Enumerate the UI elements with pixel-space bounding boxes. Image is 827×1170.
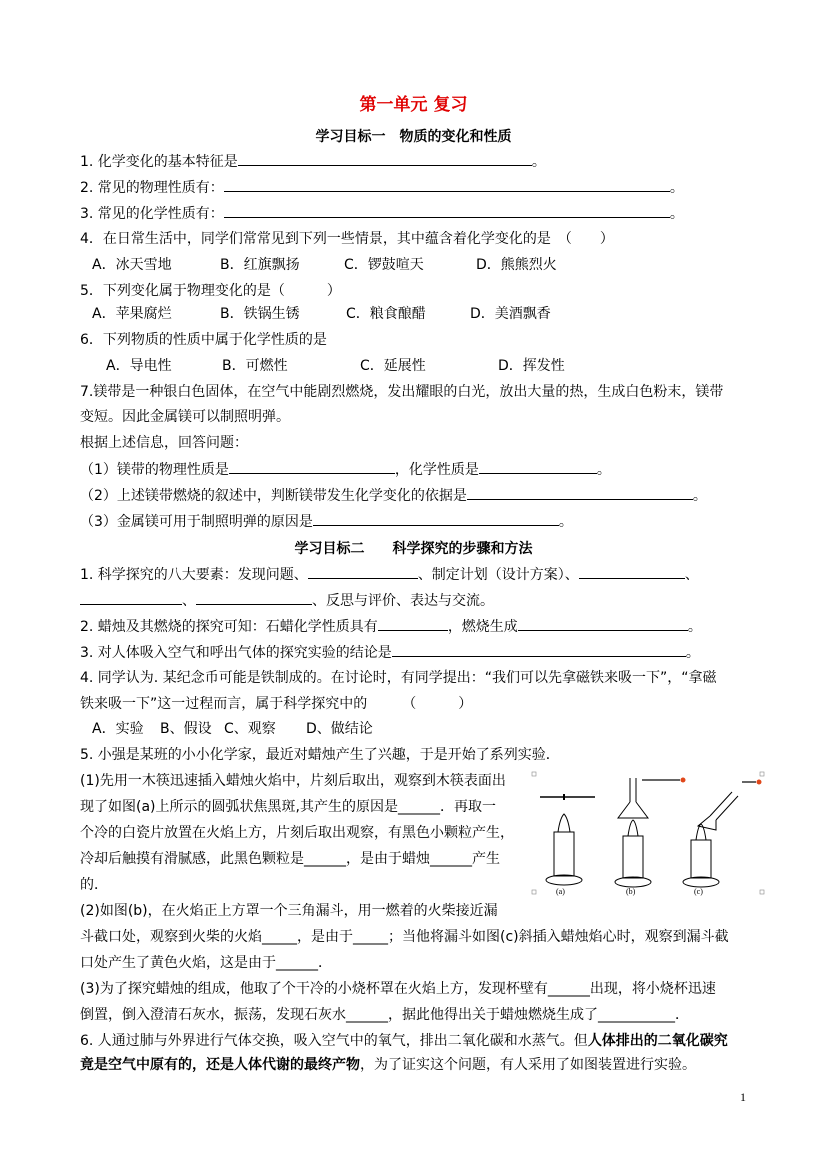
text-line: 现了如图(a)上所示的圆弧状焦黑斑,其产生的原因是______．再取一 xyxy=(80,799,496,815)
part2-question-2: 2. 蜡烛及其燃烧的探究可知：石蜡化学性质具有 ，燃烧生成 。 xyxy=(80,616,702,637)
text-line: (3)为了探究蜡烛的组成，他取了个干冷的小烧杯罩在火焰上方，发现杯壁有______出现，将小烧杯迅速 xyxy=(80,981,716,997)
question-6-options xyxy=(106,356,565,376)
answer-blank[interactable] xyxy=(224,203,670,218)
option-c[interactable]: C．锣鼓喧天 xyxy=(344,257,424,273)
option-a[interactable]: A．导电性 xyxy=(106,358,172,374)
option-b[interactable]: B．铁锅生锈 xyxy=(220,306,300,322)
text-line: 的． xyxy=(80,877,108,893)
option-c[interactable]: C．粮食酿醋 xyxy=(346,306,426,322)
question-2: 2. 常见的物理性质有： 。 xyxy=(80,177,684,198)
answer-blank[interactable] xyxy=(229,459,395,474)
page-title: 第一单元 复习 xyxy=(359,95,468,115)
answer-blank[interactable] xyxy=(479,459,597,474)
part2-question-4-line1: 4. 同学认为. 某纪念币可能是铁制成的。在讨论时，有同学提出：“我们可以先拿磁铁来吸一下”，“拿磁 xyxy=(80,670,717,686)
answer-blank[interactable] xyxy=(308,564,418,579)
figure-c xyxy=(683,780,762,897)
question-7-line3: 根据上述信息，回答问题： xyxy=(80,435,248,451)
part2-question-1-cont: 、 、反思与评价、表达与交流。 xyxy=(80,590,494,611)
option-a[interactable]: A．实验 xyxy=(92,721,144,737)
answer-blank[interactable] xyxy=(378,616,448,631)
answer-blank[interactable] xyxy=(467,485,693,500)
text-line: (1)先用一木筷迅速插入蜡烛火焰中，片刻后取出，观察到木筷表面出 xyxy=(80,773,506,789)
text-line: 倒置，倒入澄清石灰水，振荡，发现石灰水______，据此他得出关于蜡烛燃烧生成了___________． xyxy=(80,1007,689,1023)
part2-question-4-options xyxy=(92,719,373,739)
question-5-stem: 5．下列变化属于物理变化的是（ ） xyxy=(80,283,341,299)
section-heading-goal2: 学习目标二 科学探究的步骤和方法 xyxy=(294,541,533,557)
answer-blank[interactable] xyxy=(238,151,532,166)
part2-question-1: 1. 科学探究的八大要素：发现问题、 、制定计划（设计方案）、 、 xyxy=(80,564,699,585)
option-d[interactable]: D、做结论 xyxy=(306,721,373,737)
option-d[interactable]: D．挥发性 xyxy=(498,358,565,374)
option-b[interactable]: B．红旗飘扬 xyxy=(220,257,300,273)
answer-blank[interactable] xyxy=(518,616,688,631)
answer-blank[interactable] xyxy=(313,511,559,526)
text-line: 个冷的白瓷片放置在火焰上方，片刻后取出观察，有黑色小颗粒产生， xyxy=(80,825,514,841)
answer-blank[interactable] xyxy=(80,590,182,605)
option-c[interactable]: C、观察 xyxy=(224,721,276,737)
answer-blank[interactable] xyxy=(392,642,686,657)
question-4-stem: 4．在日常生活中，同学们常常见到下列一些情景，其中蕴含着化学变化的是 （ ） xyxy=(80,231,614,247)
option-b[interactable]: B．可燃性 xyxy=(222,358,288,374)
question-7-line1: 7.镁带是一种银白色固体，在空气中能剧烈燃烧，发出耀眼的白光，放出大量的热，生成白色粉末，镁带 xyxy=(80,384,724,400)
question-7-sub1: （1）镁带的物理性质是 ，化学性质是 。 xyxy=(80,459,611,480)
question-7-sub3: （3）金属镁可用于制照明弹的原因是 。 xyxy=(80,511,573,532)
question-3: 3. 常见的化学性质有： 。 xyxy=(80,203,684,224)
part2-question-6-line1: 6. 人通过肺与外界进行气体交换，吸入空气中的氧气，排出二氧化碳和水蒸气。但人体排出的二氧化碳究 xyxy=(80,1033,728,1049)
text-line: 斗截口处，观察到火柴的火焰_____，是由于_____；当他将漏斗如图(c)斜插入蜡烛焰心时，观察到漏斗截 xyxy=(80,929,729,945)
figure-b xyxy=(615,778,686,897)
part2-question-6-line2: 竟是空气中原有的，还是人体代谢的最终产物，为了证实这个问题，有人采用了如图装置进行实验。 xyxy=(80,1057,696,1073)
text-line: 冷却后触摸有滑腻感，此黑色颗粒是______，是由于蜡烛______产生 xyxy=(80,851,500,867)
candle-experiment-figure xyxy=(530,770,766,898)
question-4-options xyxy=(92,255,557,275)
question-7-sub2: （2）上述镁带燃烧的叙述中，判断镁带发生化学变化的依据是 。 xyxy=(80,485,707,506)
part2-question-5-intro: 5. 小强是某班的小小化学家，最近对蜡烛产生了兴趣，于是开始了系列实验． xyxy=(80,747,560,763)
option-b[interactable]: B、假设 xyxy=(160,721,212,737)
part2-question-3: 3. 对人体吸入空气和呼出气体的探究实验的结论是 。 xyxy=(80,642,700,663)
svg-text:(c): (c) xyxy=(694,887,703,896)
option-c[interactable]: C．延展性 xyxy=(360,358,426,374)
answer-blank[interactable] xyxy=(196,590,312,605)
answer-blank[interactable] xyxy=(579,564,685,579)
part2-question-4-line2: 铁来吸一下”这一过程而言，属于科学探究中的 （ ） xyxy=(80,696,473,712)
option-a[interactable]: A．苹果腐烂 xyxy=(92,306,172,322)
svg-text:(b): (b) xyxy=(626,887,636,896)
section-heading-goal1: 学习目标一 物质的变化和性质 xyxy=(315,129,512,145)
answer-blank[interactable] xyxy=(224,177,670,192)
option-d[interactable]: D．熊熊烈火 xyxy=(476,257,557,273)
text-line: (2)如图(b)，在火焰正上方罩一个三角漏斗，用一燃着的火柴接近漏 xyxy=(80,903,498,919)
question-7-line2: 变短。因此金属镁可以制照明弹。 xyxy=(80,409,290,425)
option-a[interactable]: A．冰天雪地 xyxy=(92,257,172,273)
option-d[interactable]: D．美酒飘香 xyxy=(470,306,551,322)
question-5-options xyxy=(92,304,551,324)
text-line: 口处产生了黄色火焰，这是由于______． xyxy=(80,955,332,971)
figure-a xyxy=(540,794,595,896)
question-6-stem: 6．下列物质的性质中属于化学性质的是 xyxy=(80,332,327,348)
svg-text:(a): (a) xyxy=(556,887,565,896)
question-1: 1. 化学变化的基本特征是 。 xyxy=(80,151,546,172)
page-number: 1 xyxy=(740,1090,746,1104)
